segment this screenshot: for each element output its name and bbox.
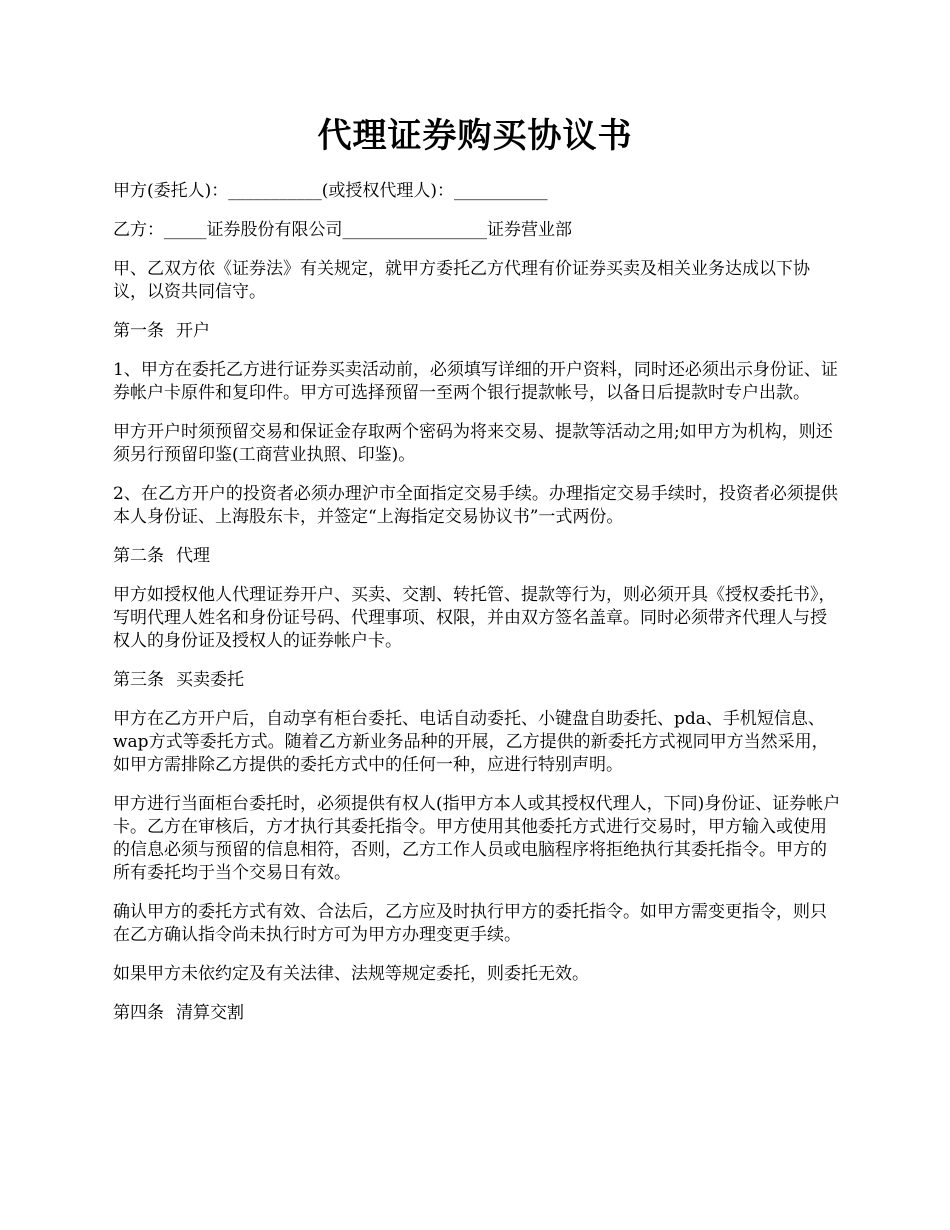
agent-label: (或授权代理人)： — [321, 181, 455, 201]
article-4-heading — [113, 1002, 843, 1025]
article-3-paragraph-3: 确认甲方的委托方式有效、合法后，乙方应及时执行甲方的委托指令。如甲方需变更指令，则只在乙方确认指令尚未执行时方可为甲方办理变更手续。 — [113, 902, 827, 945]
document-body — [113, 180, 843, 1041]
intro-paragraph: 甲、乙双方依《证券法》有关规定，就甲方委托乙方代理有价证券买卖及相关业务达成以下协议，以资共同信守。 — [113, 259, 810, 302]
agent-blank: ___________ — [454, 181, 548, 201]
article-2-number: 第二条 — [113, 546, 164, 566]
party-b-company: 证券股份有限公司 — [206, 220, 343, 240]
article-3-paragraph-4: 如果甲方未依约定及有关法律、法规等规定委托，则委托无效。 — [113, 964, 589, 984]
article-2-name: 代理 — [176, 546, 210, 566]
document-title: 代理证券购买协议书 — [317, 116, 633, 156]
article-3-number: 第三条 — [113, 670, 164, 690]
party-b-department: 证券营业部 — [487, 220, 572, 240]
article-3-paragraph-2: 甲方进行当面柜台委托时，必须提供有权人(指甲方本人或其授权代理人，下同)身份证、证券帐户卡。乙方在审核后，方才执行其委托指令。甲方使用其他委托方式进行交易时，甲方输入或使用的信息必须与预留的信息相符，否则，乙方工作人员或电脑程序将拒绝执行其委托指令。甲方的所有委托均于当个交易日有效。 — [113, 794, 841, 883]
article-4-number: 第四条 — [113, 1003, 164, 1023]
article-3-paragraph-1: 甲方在乙方开户后，自动享有柜台委托、电话自动委托、小键盘自助委托、pda、手机短信息、wap方式等委托方式。随着乙方新业务品种的开展，乙方提供的新委托方式视同甲方当然采用，如甲方需排除乙方提供的委托方式中的任何一种，应进行特别声明。 — [113, 709, 829, 775]
article-1-paragraph-3: 2、在乙方开户的投资者必须办理沪市全面指定交易手续。办理指定交易手续时，投资者必须提供本人身份证、上海股东卡，并签定“上海指定交易协议书”一式两份。 — [113, 484, 838, 527]
party-a-label: 甲方(委托人)： — [113, 181, 229, 201]
article-1-paragraph-1: 1、甲方在委托乙方进行证券买卖活动前，必须填写详细的开户资料，同时还必须出示身份证、证券帐户卡原件和复印件。甲方可选择预留一至两个银行提款帐号，以备日后提款时专户出款。 — [113, 360, 838, 403]
party-a-blank: ___________ — [228, 181, 322, 201]
article-1-number: 第一条 — [113, 321, 164, 341]
party-b-line — [113, 219, 843, 242]
article-1-heading — [113, 320, 843, 343]
party-b-blank-1: _____ — [164, 220, 207, 240]
article-2-paragraph-1: 甲方如授权他人代理证券开户、买卖、交割、转托管、提款等行为，则必须开具《授权委托书》，写明代理人姓名和身份证号码、代理事项、权限，并由双方签名盖章。同时必须带齐代理人与授权人的身份证及授权人的证券帐户卡。 — [113, 585, 836, 651]
article-4-name: 清算交割 — [176, 1003, 244, 1023]
article-2-heading — [113, 545, 843, 568]
party-b-label: 乙方： — [113, 220, 164, 240]
article-3-name: 买卖委托 — [176, 670, 244, 690]
article-1-name: 开户 — [176, 321, 210, 341]
article-1-paragraph-2: 甲方开户时须预留交易和保证金存取两个密码为将来交易、提款等活动之用;如甲方为机构，则还须另行预留印鉴(工商营业执照、印鉴)。 — [113, 422, 833, 465]
party-a-line — [113, 180, 843, 203]
article-3-heading — [113, 669, 843, 692]
party-b-blank-2: _________________ — [342, 220, 487, 240]
